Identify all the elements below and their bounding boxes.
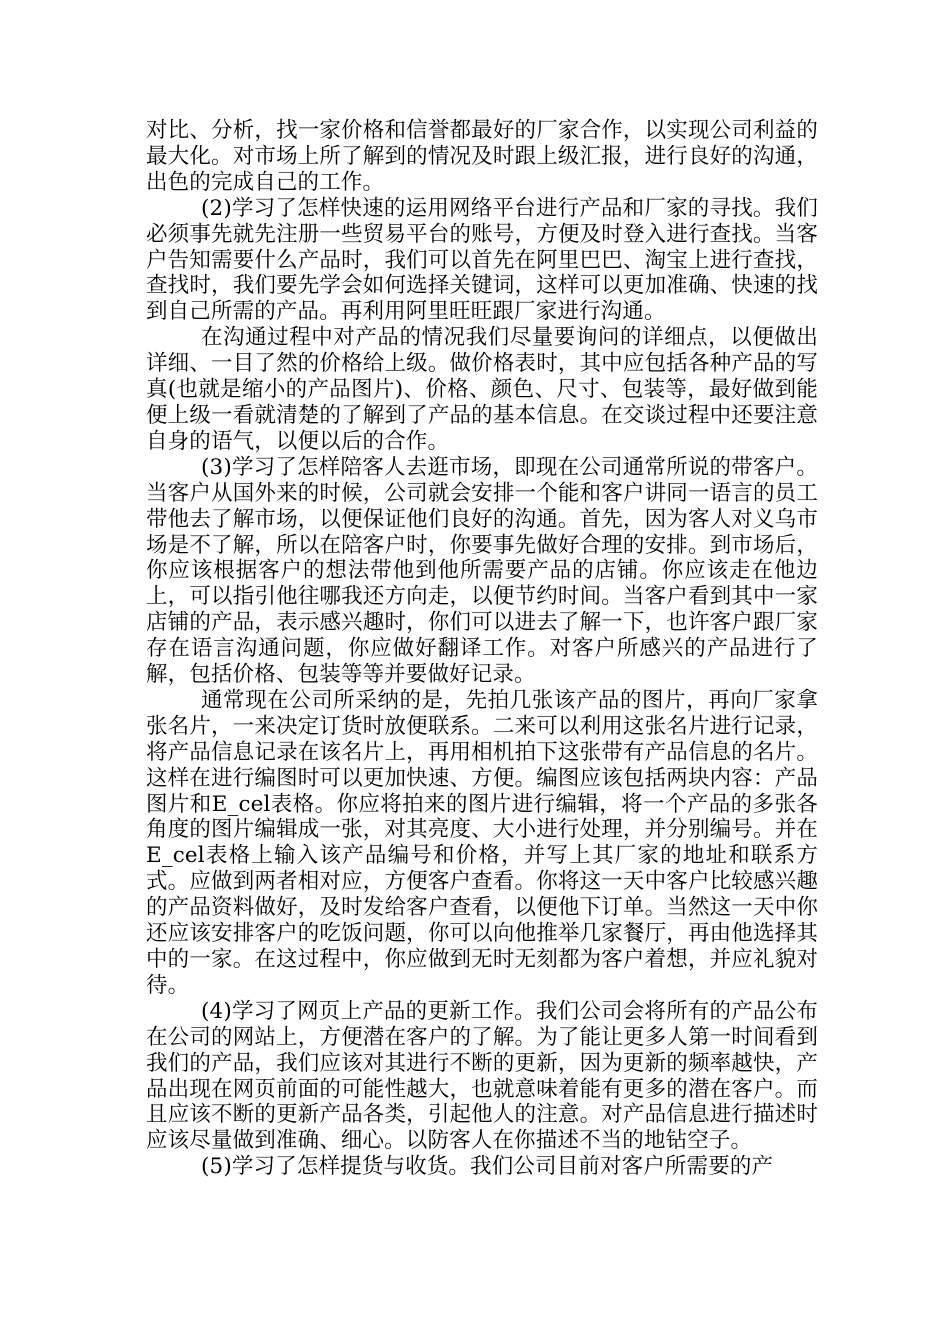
paragraph-pickup-receiving: (5)学习了怎样提货与收货。我们公司目前对客户所需要的产: [201, 1154, 774, 1180]
paragraph-accompany-client-market: (3)学习了怎样陪客人去逛市场，即现在公司通常所说的带客户。当客户从国外来的时候，公司就会安排一个能和客户讲同一语言的员工带他去了解市场，以便保证他们良好的沟通。首先，因为客人对义乌市场是不了解，所以在陪客户时，你要事先做好合理的安排。到市场后，你应该根据客户的想法带他到他所需要产品的店铺。你应该走在他边上，可以指引他往哪我还方向走，以便节约时间。当客户看到其中一家店铺的产品，表示感兴趣时，你们可以进去了解一下，也许客户跟厂家存在语言沟通问题，你应做好翻译工作。对客户所感兴的产品进行了解，包括价格、包装等等并要做好记录。: [146, 454, 818, 688]
paragraph-online-platform-search: (2)学习了怎样快速的运用网络平台进行产品和厂家的寻找。我们必须事先就先注册一些贸易平台的账号，方便及时登入进行查找。当客户告知需要什么产品时，我们可以首先在阿里巴巴、淘宝上进行查找，查找时，我们要先学会如何选择关键词，这样可以更加准确、快速的找到自己所需的产品。再利用阿里旺旺跟厂家进行沟通。: [146, 195, 818, 325]
document-body: [146, 118, 818, 1180]
paragraph-communication-process: 在沟通过程中对产品的情况我们尽量要询问的详细点，以便做出详细、一目了然的价格给上级。做价格表时，其中应包括各种产品的写真(也就是缩小的产品图片)、价格、颜色、尺寸、包装等，最好做到能便上级一看就清楚的了解到了产品的基本信息。在交谈过程中还要注意自身的语气，以便以后的合作。: [146, 325, 818, 454]
paragraph-comparison-analysis: 对比、分析，找一家价格和信誉都最好的厂家合作，以实现公司利益的最大化。对市场上所了解到的情况及时跟上级汇报，进行良好的沟通，出色的完成自己的工作。: [146, 118, 818, 195]
paragraph-webpage-product-update: (4)学习了网页上产品的更新工作。我们公司会将所有的产品公布在公司的网站上，方便潜在客户的了解。为了能让更多人第一时间看到我们的产品，我们应该对其进行不断的更新，因为更新的频率越快，产品出现在网页前面的可能性越大，也就意味着能有更多的潜在客户。而且应该不断的更新产品各类，引起他人的注意。对产品信息进行描述时应该尽量做到准确、细心。以防客人在你描述不当的地钻空子。: [146, 998, 818, 1154]
paragraph-photo-namecard-editing: 通常现在公司所采纳的是，先拍几张该产品的图片，再向厂家拿张名片，一来决定订货时放便联系。二来可以利用这张名片进行记录，将产品信息记录在该名片上，再用相机拍下这张带有产品信息的名片。这样在进行编图时可以更加快速、方便。编图应该包括两块内容：产品图片和E_cel表格。你应将拍来的图片进行编辑，将一个产品的多张各角度的图片编辑成一张，对其亮度、大小进行处理，并分别编号。并在E_cel表格上输入该产品编号和价格，并写上其厂家的地址和联系方式。应做到两者相对应，方便客户查看。你将这一天中客户比较感兴趣的产品资料做好，及时发给客户查看，以便他下订单。当然这一天中你还应该安排客户的吃饭问题，你可以向他推举几家餐厅，再由他选择其中的一家。在这过程中，你应做到无时无刻都为客户着想，并应礼貌对待。: [146, 687, 818, 998]
